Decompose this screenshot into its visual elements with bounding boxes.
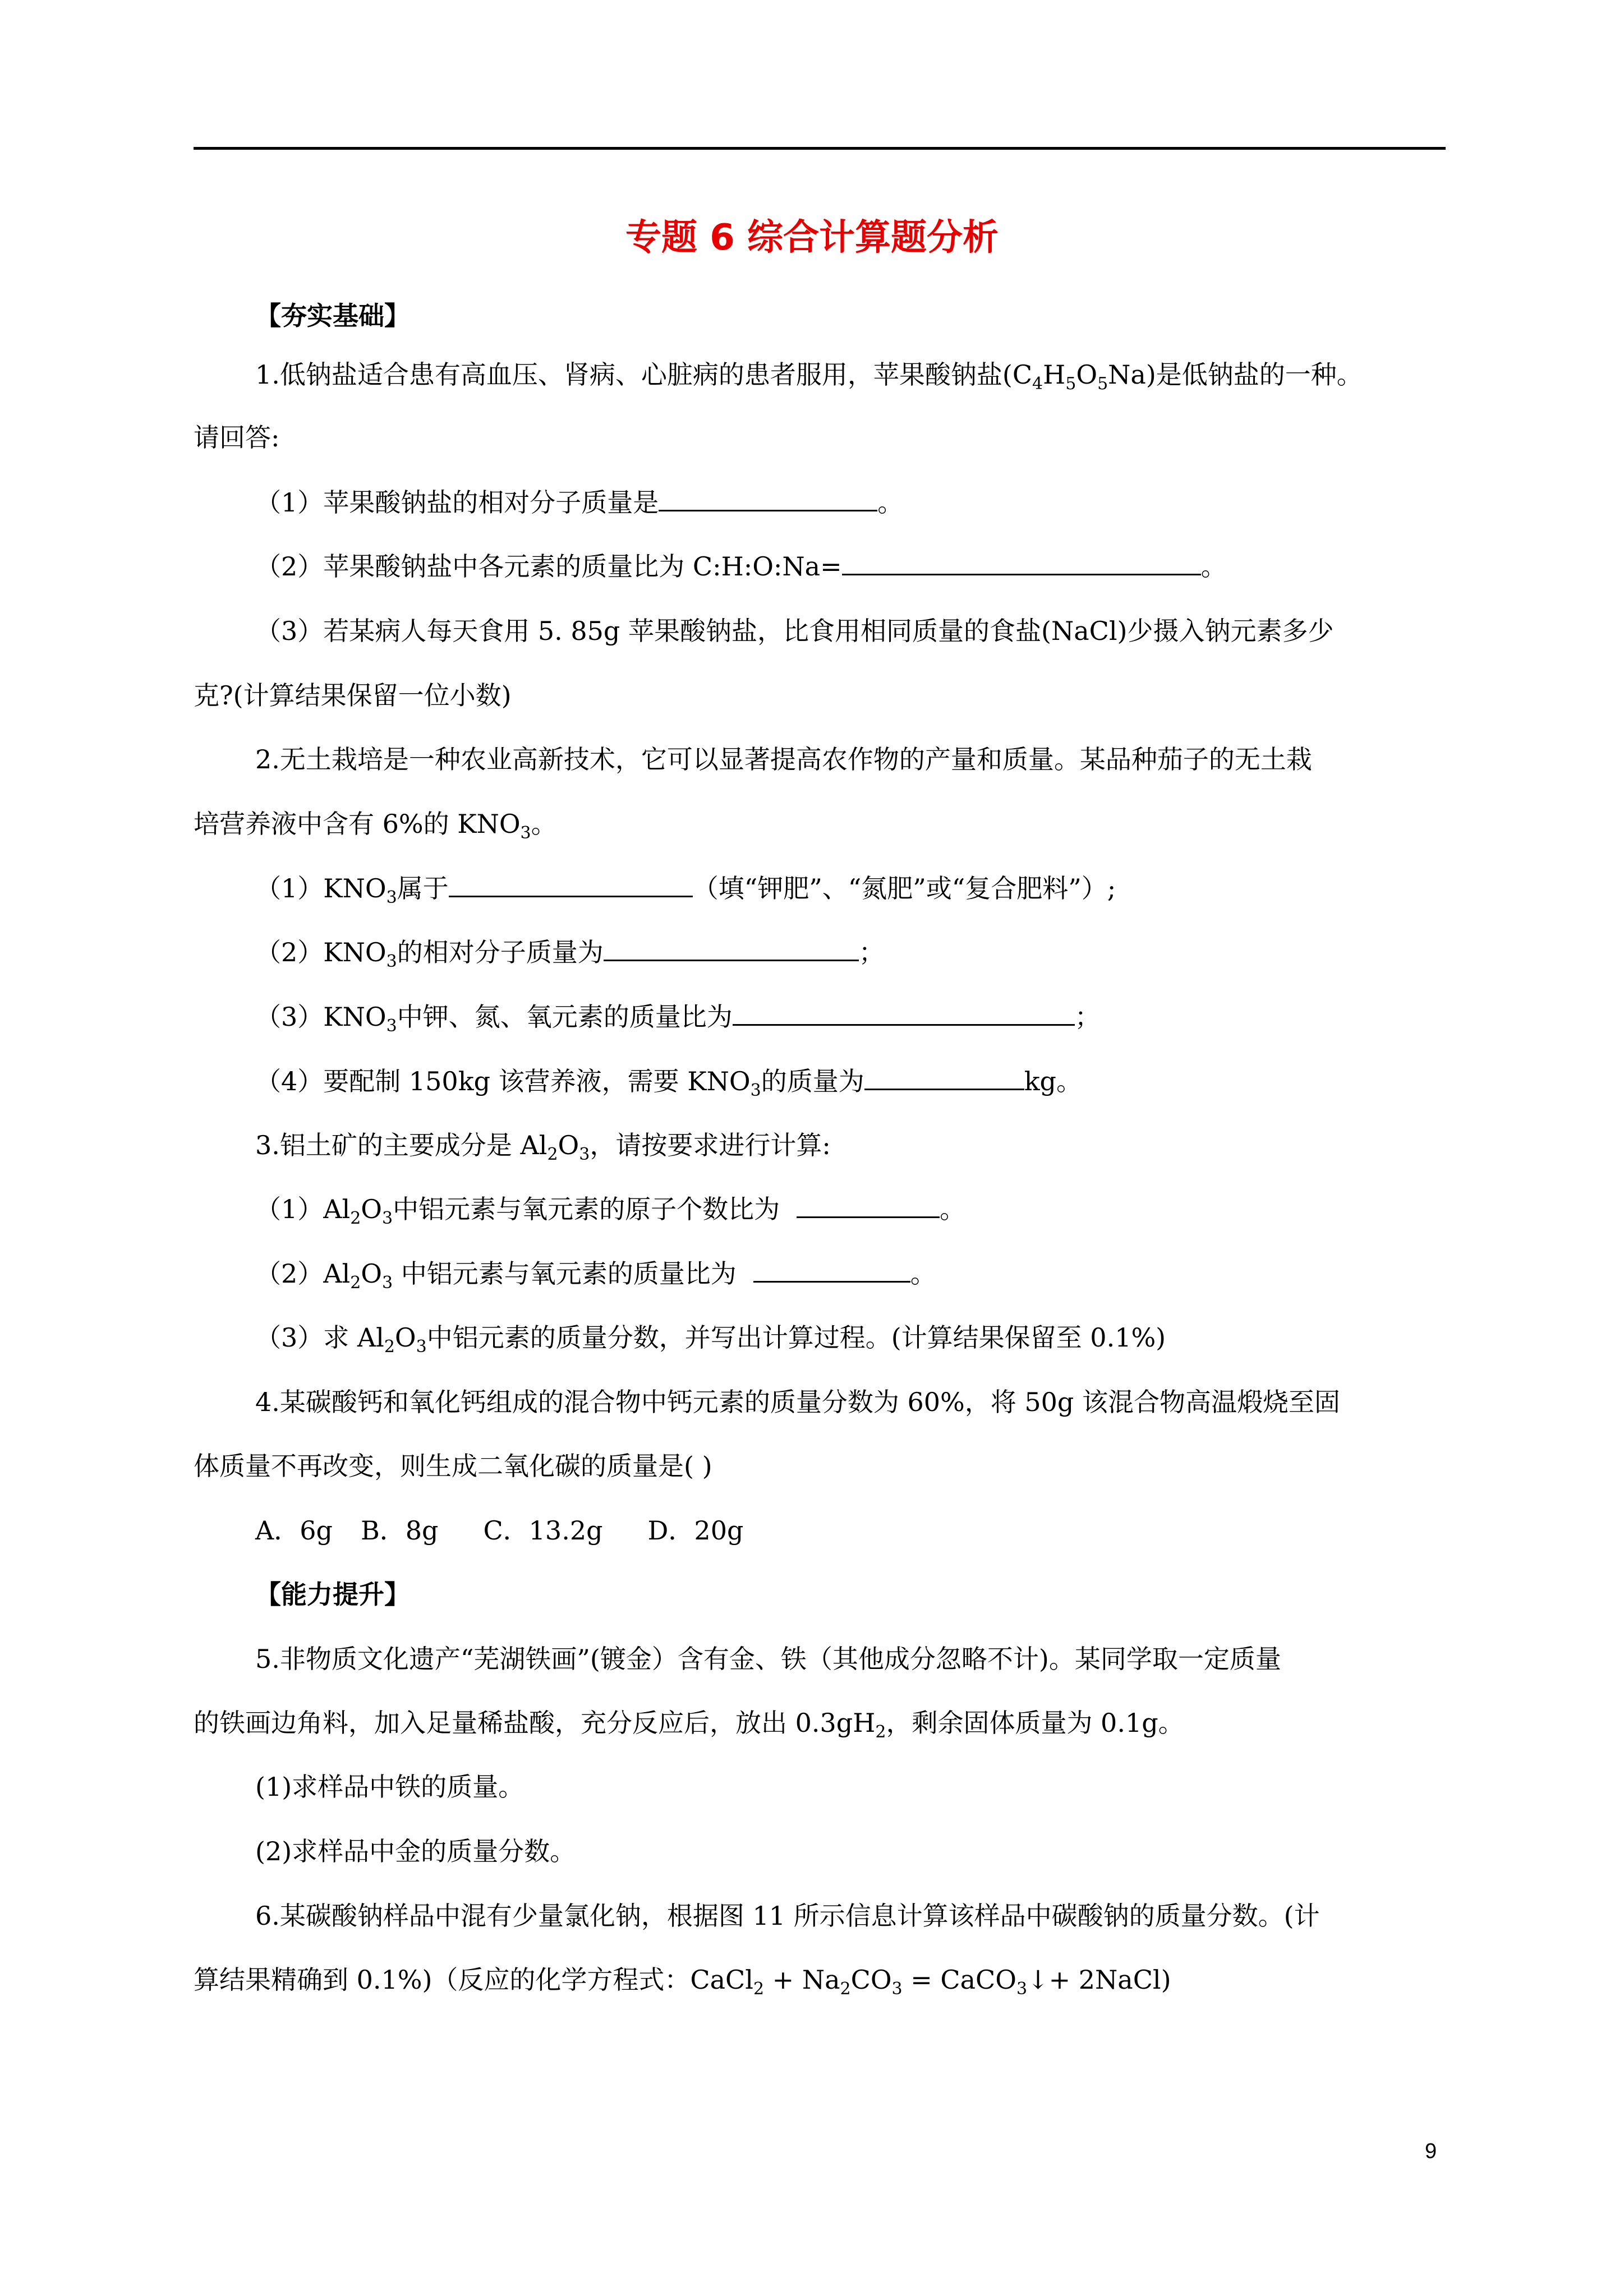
section-heading-advanced: 【能力提升】 [255, 1579, 410, 1610]
q4-options [255, 1515, 743, 1546]
q1-part2: （2）苹果酸钠盐中各元素的质量比为 C:H:O:Na= 。 [255, 551, 1227, 582]
q6-stem-cont: 算结果精确到 0.1%)（反应的化学方程式：CaCl$_2$ + $Na_2CO_3$ = CaCO$_3$↓+ 2NaCl) [194, 1965, 1171, 1999]
answer-blank[interactable] [864, 1066, 1024, 1090]
q1-stem-cont: 请回答: [194, 422, 280, 453]
option-a[interactable]: A．6g [255, 1515, 333, 1546]
section-heading-basics: 【夯实基础】 [255, 301, 410, 331]
q5-stem-cont: 的铁画边角料，加入足量稀盐酸，充分反应后，放出 $0.3gH_2$，剩余固体质量为 0.1g。 [194, 1708, 1184, 1742]
q2-part2: $(2)KNO_3$的相对分子质量为 ； [255, 937, 885, 972]
option-b[interactable]: B．8g [360, 1515, 439, 1546]
answer-blank[interactable] [604, 937, 859, 961]
answer-blank[interactable] [842, 551, 1201, 575]
page-title: 专题 6 综合计算题分析 [625, 217, 999, 259]
q2-part3: $(3)KNO_3$中钾、氮、氧元素的质量比为 ； [255, 1002, 1101, 1036]
q1-part3-cont: 克?(计算结果保留一位小数) [194, 680, 512, 711]
answer-blank[interactable] [753, 1258, 910, 1283]
q5-part1: (1)求样品中铁的质量。 [255, 1772, 525, 1802]
answer-blank[interactable] [449, 873, 693, 897]
q4-stem-cont: 体质量不再改变，则生成二氧化碳的质量是( ) [194, 1451, 712, 1481]
q3-stem: 3.铝土矿的主要成分是 $Al_2O_3$，请按要求进行计算: [255, 1130, 831, 1165]
q1-part3: （3）若某病人每天食用 5. 85g 苹果酸钠盐，比食用相同质量的食盐(NaCl)少摄入钠元素多少 [255, 616, 1334, 646]
header-rule [194, 147, 1446, 150]
q2-part4: （4）要配制 150kg 该营养液，需要 $KNO_3$的质量为 kg。 [255, 1066, 1083, 1101]
page-number: 9 [1425, 2140, 1437, 2163]
q3-part3: （3）求 $Al_2O_3$中铝元素的质量分数，并写出计算过程。(计算结果保留至 0.1%) [255, 1322, 1166, 1357]
q4-stem: 4.某碳酸钙和氧化钙组成的混合物中钙元素的质量分数为 60%，将 50g 该混合物高温煅烧至固 [255, 1387, 1340, 1417]
q5-stem: 5.非物质文化遗产“芜湖铁画”(镀金）含有金、铁（其他成分忽略不计)。某同学取一定质量 [255, 1644, 1281, 1674]
q2-stem-cont: 培营养液中含有 6%的 $KNO_3$。 [194, 809, 557, 843]
q5-part2: (2)求样品中金的质量分数。 [255, 1836, 576, 1866]
answer-blank[interactable] [733, 1002, 1075, 1026]
q3-part1: $(1)Al_2O_3$中铝元素与氧元素的原子个数比为 。 [255, 1194, 966, 1229]
option-c[interactable]: C．13.2g [483, 1515, 603, 1546]
option-d[interactable]: D．20g [647, 1515, 744, 1546]
q2-part1: $(1)KNO_3$属于 （填“钾肥”、“氮肥”或“复合肥料”）; [255, 873, 1116, 908]
q2-stem: 2.无土栽培是一种农业高新技术，它可以显著提高农作物的产量和质量。某品种茄子的无土栽 [255, 744, 1312, 774]
answer-blank[interactable] [659, 487, 877, 511]
answer-blank[interactable] [797, 1194, 940, 1218]
q1-part1: （1）苹果酸钠盐的相对分子质量是 。 [255, 487, 904, 518]
q3-part2: $(2)Al_2O_3$ 中铝元素与氧元素的质量比为 。 [255, 1258, 936, 1293]
q1-stem: 1.低钠盐适合患有高血压、肾病、心脏病的患者服用，苹果酸钠盐$(C_4H_5O_5Na)$是低钠盐的一种。 [255, 359, 1363, 394]
q6-stem: 6.某碳酸钠样品中混有少量氯化钠，根据图 11 所示信息计算该样品中碳酸钠的质量分数。(计 [255, 1901, 1320, 1931]
